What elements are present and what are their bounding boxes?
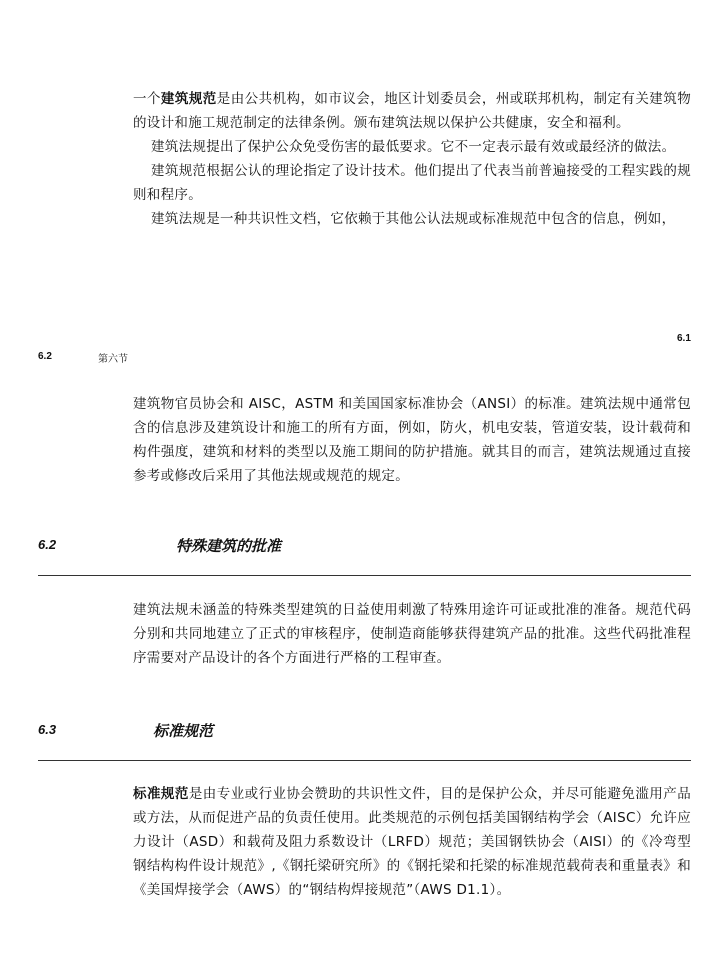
intro-text-block: [133, 87, 691, 231]
section-6-3-text-block: [133, 782, 691, 902]
section-6-2-paragraph: 建筑法规未涵盖的特殊类型建筑的日益使用刺激了特殊用途许可证或批准的准备。规范代码分别和共同地建立了正式的审核程序，使制造商能够获得建筑产品的批准。这些代码批准程序需要对产品设计的各个方面进行严格的工程审查。: [133, 602, 691, 666]
section-6-2-title: 特殊建筑的批准: [176, 537, 282, 555]
section-6-3-body: 是由专业或行业协会赞助的共识性文件，目的是保护公众，并尽可能避免滥用产品或方法，从而促进产品的负责任使用。此类规范的示例包括美国钢结构学会（AISC）允许应力设计（ASD）和载荷及阻力系数设计（LRFD）规范；美国钢铁协会（AISI）的《冷弯型钢结构构件设计规范》,《钢托梁研究所》的《钢托梁和托梁的标准规范载荷表和重量表》和《美国焊接学会（AWS）的“钢结构焊接规范”（AWS D1.1）。: [133, 786, 691, 898]
section-6-2-divider: [38, 575, 691, 576]
page-number-left: 6.2: [38, 351, 52, 362]
intro-paragraph-4: 建筑法规是一种共识性文档，它依赖于其他公认法规或标准规范中包含的信息，例如，: [151, 211, 676, 227]
chapter-label: 第六节: [98, 354, 128, 365]
page-number-right: 6.1: [677, 333, 691, 344]
section-6-3-paragraph: [133, 782, 691, 902]
intro-paragraph-2: 建筑法规提出了保护公众免受伤害的最低要求。它不一定表示最有效或最经济的做法。: [151, 139, 676, 155]
section-6-3-number: 6.3: [38, 722, 57, 737]
intro-p1-body: 是由公共机构，如市议会，地区计划委员会，州或联邦机构，制定有关建筑物的设计和施工规范制定的法律条例。颁布建筑法规以保护公共健康，安全和福利。: [133, 91, 692, 131]
continuation-text-block: [133, 392, 691, 488]
intro-paragraph-1: [133, 87, 691, 135]
section-6-2-number: 6.2: [38, 537, 57, 552]
section-6-3-title: 标准规范: [153, 722, 214, 740]
continuation-paragraph: 建筑物官员协会和 AISC，ASTM 和美国国家标准协会（ANSI）的标准。建筑法规中通常包含的信息涉及建筑设计和施工的所有方面，例如，防火，机电安装，管道安装，设计载荷和构件强度，建筑和材料的类型以及施工期间的防护措施。就其目的而言，建筑法规通过直接参考或修改后采用了其他法规或规范的规定。: [133, 396, 691, 484]
section-6-3-divider: [38, 760, 691, 761]
section-6-2-text-block: [133, 598, 691, 670]
building-code-term: 建筑规范: [160, 91, 217, 107]
standard-specification-term: 标准规范: [133, 786, 189, 802]
intro-paragraph-3: 建筑规范根据公认的理论指定了设计技术。他们提出了代表当前普遍接受的工程实践的规则和程序。: [133, 163, 691, 203]
intro-p1-prefix: 一个: [133, 91, 161, 107]
